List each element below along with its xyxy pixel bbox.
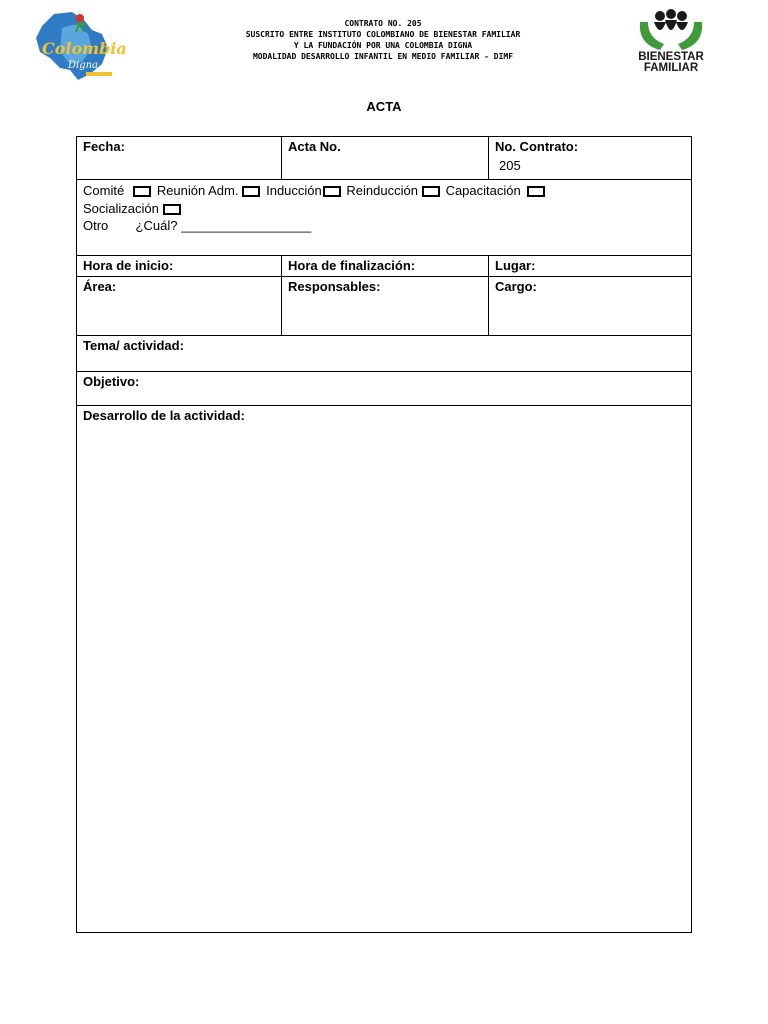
capacitacion-checkbox[interactable] (527, 186, 545, 197)
fecha-cell[interactable] (77, 137, 281, 179)
option-comite-label: Comité (83, 183, 125, 198)
option-socializacion-label: Socialización (83, 201, 159, 216)
hora-inicio-label: Hora de inicio: (83, 258, 174, 273)
logo-right-text2: FAMILIAR (643, 62, 699, 74)
document-header (200, 18, 566, 62)
header-line-2: SUSCRITO ENTRE INSTITUTO COLOMBIANO DE BIENESTAR FAMILIAR (245, 30, 521, 39)
induccion-checkbox[interactable] (323, 186, 341, 197)
socializacion-checkbox[interactable] (163, 204, 181, 215)
option-comite (83, 182, 153, 200)
option-reunion-adm-label: Reunión Adm. (156, 183, 239, 198)
responsables-label: Responsables: (288, 279, 381, 294)
comite-checkbox[interactable] (133, 186, 151, 197)
acta-no-label: Acta No. (288, 139, 341, 154)
header-line-4: MODALIDAD DESARROLLO INFANTIL EN MEDIO FAMILIAR - DIMF (252, 52, 514, 61)
lugar-label: Lugar: (495, 258, 536, 273)
row-objetivo[interactable] (77, 372, 691, 406)
row-fecha-acta-contrato (77, 137, 691, 180)
logo-left-text1: Colombia (42, 39, 127, 58)
row-tipo-reunion (77, 180, 691, 256)
contrato-value: 205 (499, 158, 521, 173)
logo-right-text1: BIENESTAR (638, 51, 704, 63)
option-reinduccion (346, 182, 442, 200)
otro-line (83, 218, 311, 233)
logo-left-text2: Digna (68, 60, 99, 71)
area-cell[interactable] (77, 277, 281, 335)
option-reinduccion-label: Reinducción (346, 183, 418, 198)
reinduccion-checkbox[interactable] (422, 186, 440, 197)
hora-fin-label: Hora de finalización: (288, 258, 416, 273)
reunion-adm-checkbox[interactable] (242, 186, 260, 197)
row-horas-lugar (77, 256, 691, 277)
option-capacitacion (446, 182, 547, 200)
acta-form (76, 136, 692, 933)
area-label: Área: (83, 279, 117, 294)
contrato-label: No. Contrato: (495, 139, 579, 154)
contrato-cell[interactable] (488, 137, 691, 179)
option-socializacion (83, 200, 183, 218)
hora-fin-cell[interactable] (281, 256, 488, 276)
fecha-label: Fecha: (83, 139, 125, 154)
cual-field[interactable]: ¿Cuál? __________________ (135, 218, 312, 233)
tema-label: Tema/ actividad: (83, 338, 184, 353)
cargo-cell[interactable] (488, 277, 691, 335)
row-tema[interactable] (77, 336, 691, 372)
row-area-responsables-cargo (77, 277, 691, 336)
objetivo-label: Objetivo: (83, 374, 140, 389)
desarrollo-label: Desarrollo de la actividad: (83, 408, 245, 423)
responsables-cell[interactable] (281, 277, 488, 335)
option-induccion-label: Inducción (266, 183, 322, 198)
otro-label: Otro (83, 218, 109, 233)
hora-inicio-cell[interactable] (77, 256, 281, 276)
meeting-type-options (83, 182, 547, 218)
header-line-1: CONTRATO NO. 205 (344, 19, 422, 28)
option-capacitacion-label: Capacitación (445, 183, 521, 198)
acta-no-cell[interactable] (281, 137, 488, 179)
colombia-digna-logo (32, 8, 127, 82)
cargo-label: Cargo: (495, 279, 537, 294)
option-induccion (266, 182, 343, 200)
option-reunion-adm (157, 182, 263, 200)
row-desarrollo[interactable] (77, 406, 691, 932)
bienestar-familiar-logo (634, 8, 708, 74)
page-title: ACTA (366, 99, 402, 114)
lugar-cell[interactable] (488, 256, 691, 276)
header-line-3: Y LA FUNDACIÓN POR UNA COLOMBIA DIGNA (293, 41, 473, 50)
